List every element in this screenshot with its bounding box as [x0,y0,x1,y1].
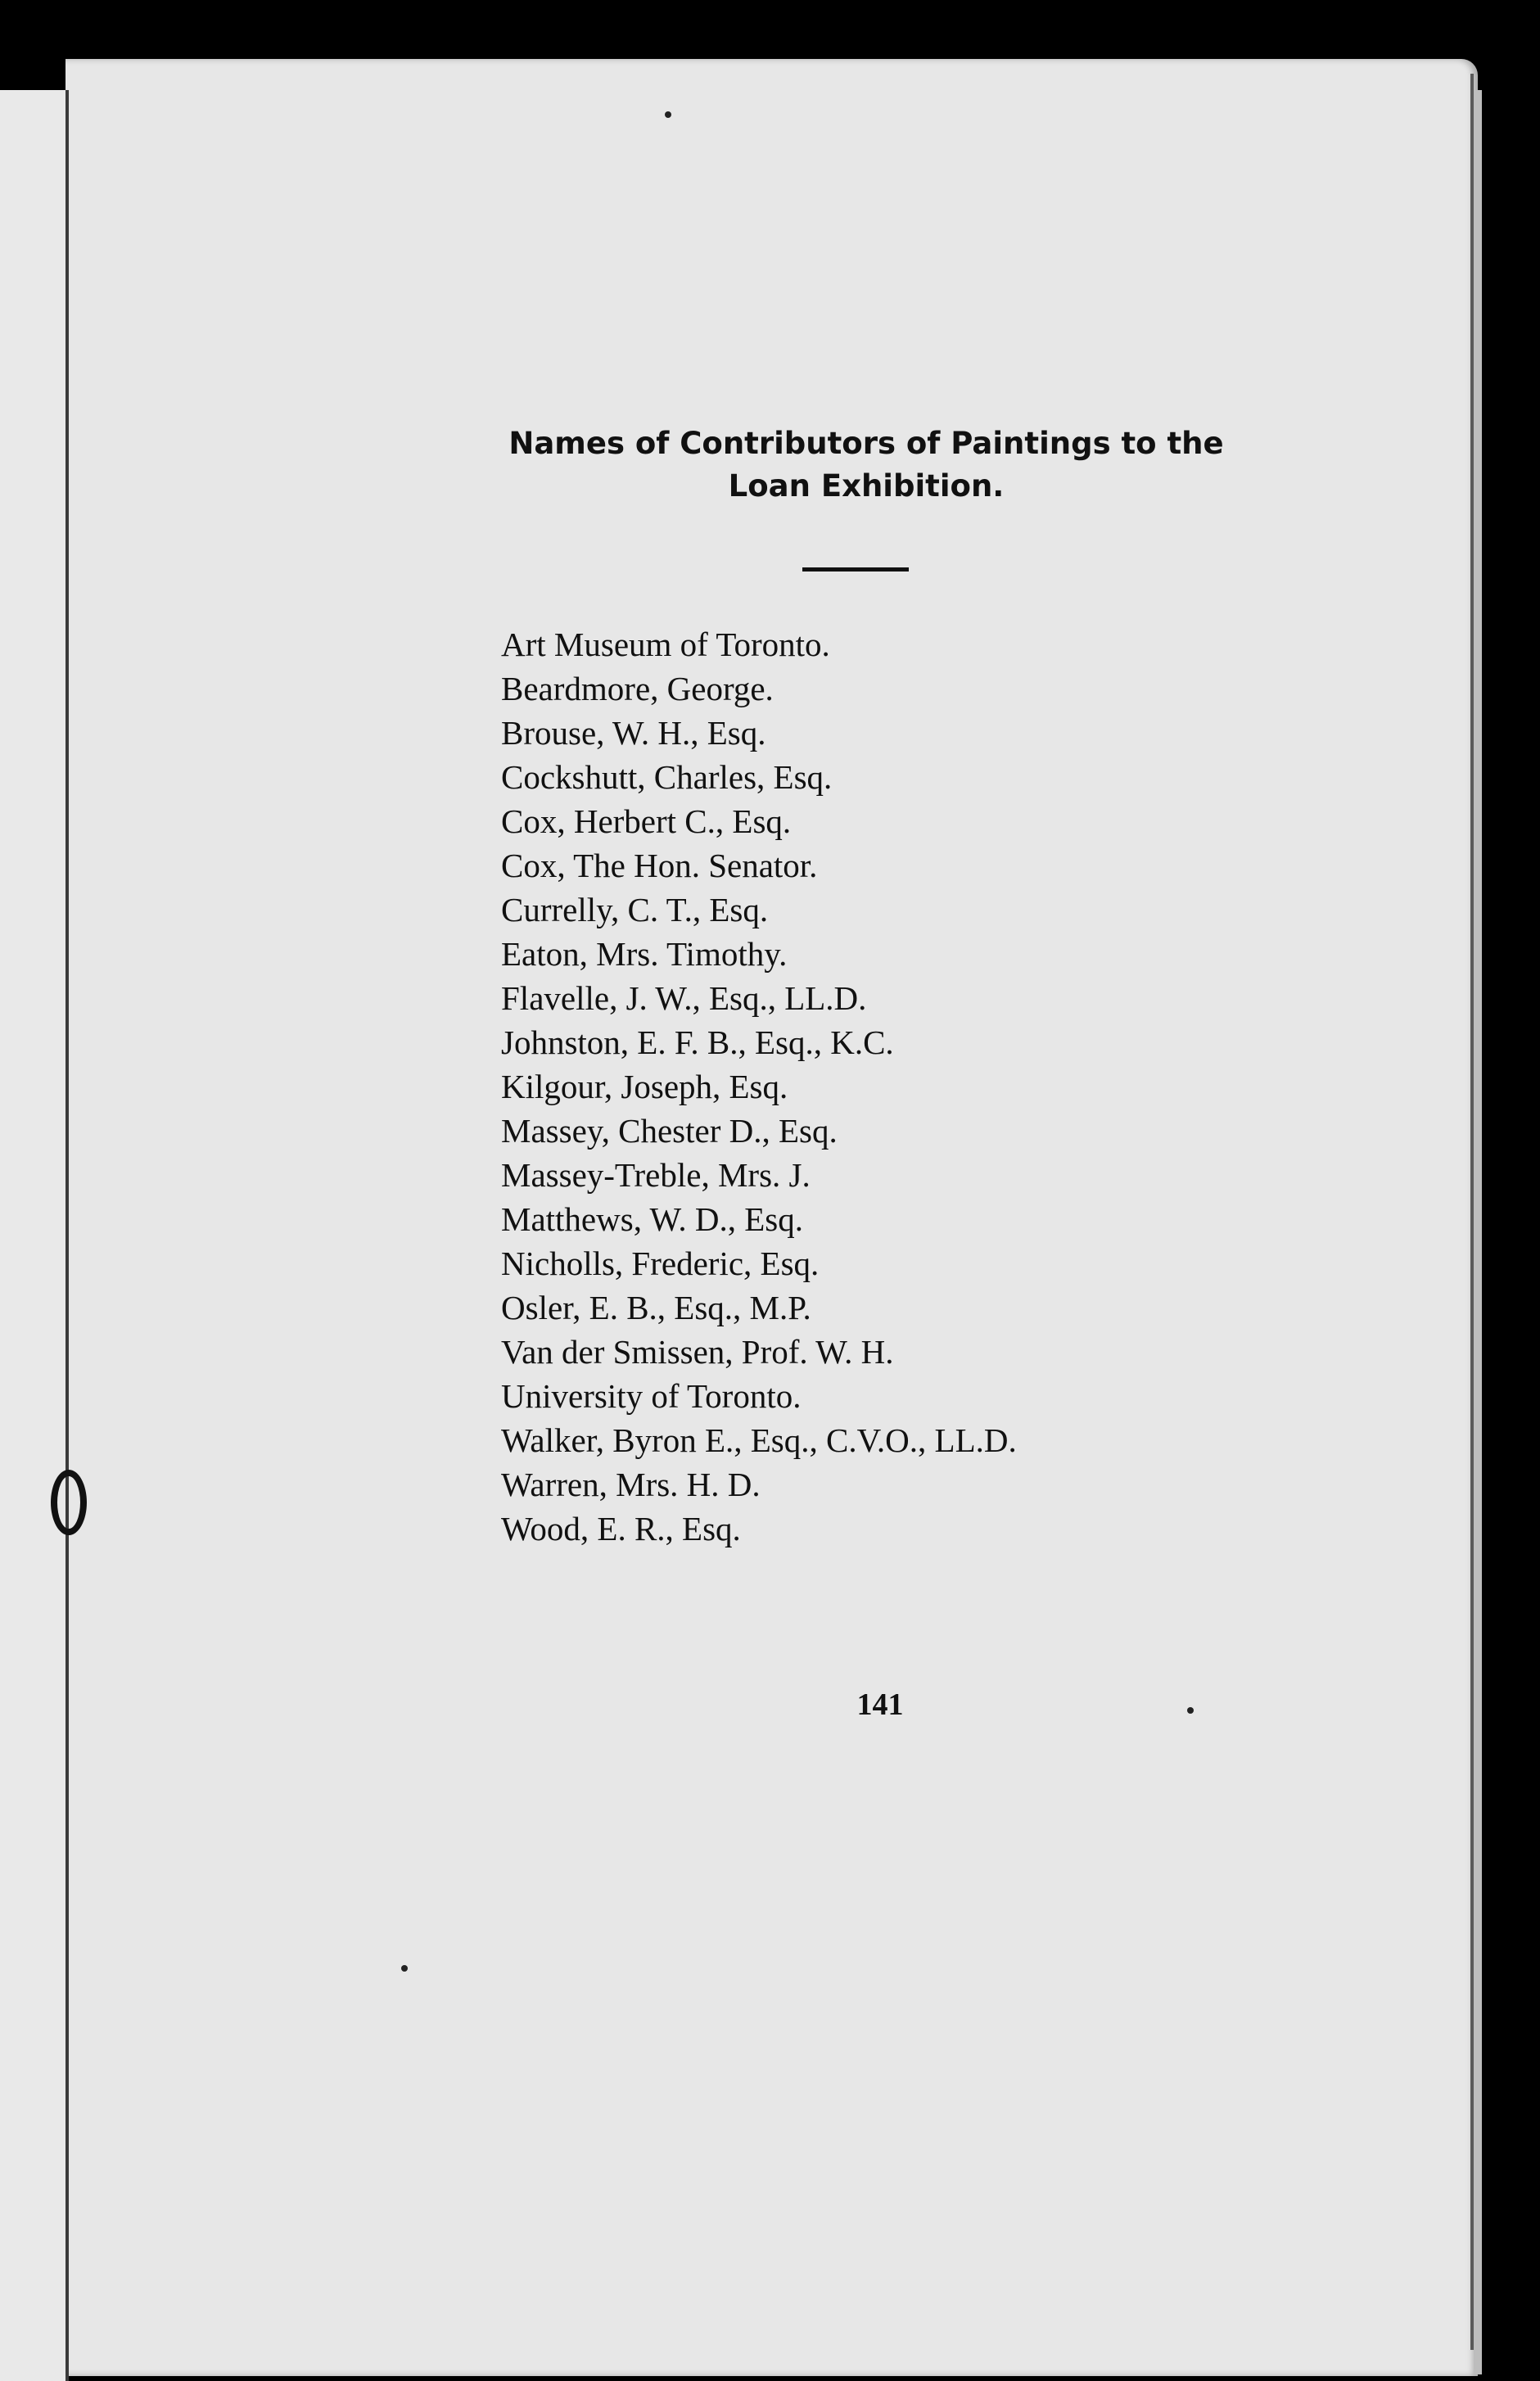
list-item: Brouse, W. H., Esq. [501,714,766,752]
page-number: 141 [856,1687,904,1722]
ink-speck [665,111,671,118]
list-item: Currelly, C. T., Esq. [501,891,769,928]
list-item: Osler, E. B., Esq., M.P. [501,1289,811,1326]
list-item: Van der Smissen, Prof. W. H. [501,1333,894,1371]
list-item: Matthews, W. D., Esq. [501,1200,803,1238]
contributors-list [501,622,1017,1551]
list-item: Massey, Chester D., Esq. [501,1112,838,1150]
page-title [490,422,1243,508]
list-item: Eaton, Mrs. Timothy. [501,935,788,973]
list-item: Cox, Herbert C., Esq. [501,802,792,840]
list-item: Warren, Mrs. H. D. [501,1466,761,1503]
ink-speck [401,1965,408,1972]
list-item: Walker, Byron E., Esq., C.V.O., LL.D. [501,1421,1017,1459]
list-item: Flavelle, J. W., Esq., LL.D. [501,979,867,1017]
binding-ring-icon [51,1470,87,1535]
list-item: Cockshutt, Charles, Esq. [501,758,833,796]
list-item: Johnston, E. F. B., Esq., K.C. [501,1023,894,1061]
list-item: University of Toronto. [501,1377,802,1415]
title-line-2: Loan Exhibition. [728,468,1005,504]
list-item: Massey-Treble, Mrs. J. [501,1156,811,1194]
title-divider [802,567,909,572]
list-item: Art Museum of Toronto. [501,626,830,663]
gutter-line [65,90,69,2381]
list-item: Nicholls, Frederic, Esq. [501,1245,820,1282]
list-item: Kilgour, Joseph, Esq. [501,1068,788,1105]
page-right-edge [1474,90,1482,2374]
list-item: Cox, The Hon. Senator. [501,847,818,884]
ink-speck [1187,1707,1194,1714]
list-item: Wood, E. R., Esq. [501,1510,741,1547]
left-page-edge [0,90,65,2381]
list-item: Beardmore, George. [501,670,774,707]
title-line-1: Names of Contributors of Paintings to the [508,426,1224,461]
